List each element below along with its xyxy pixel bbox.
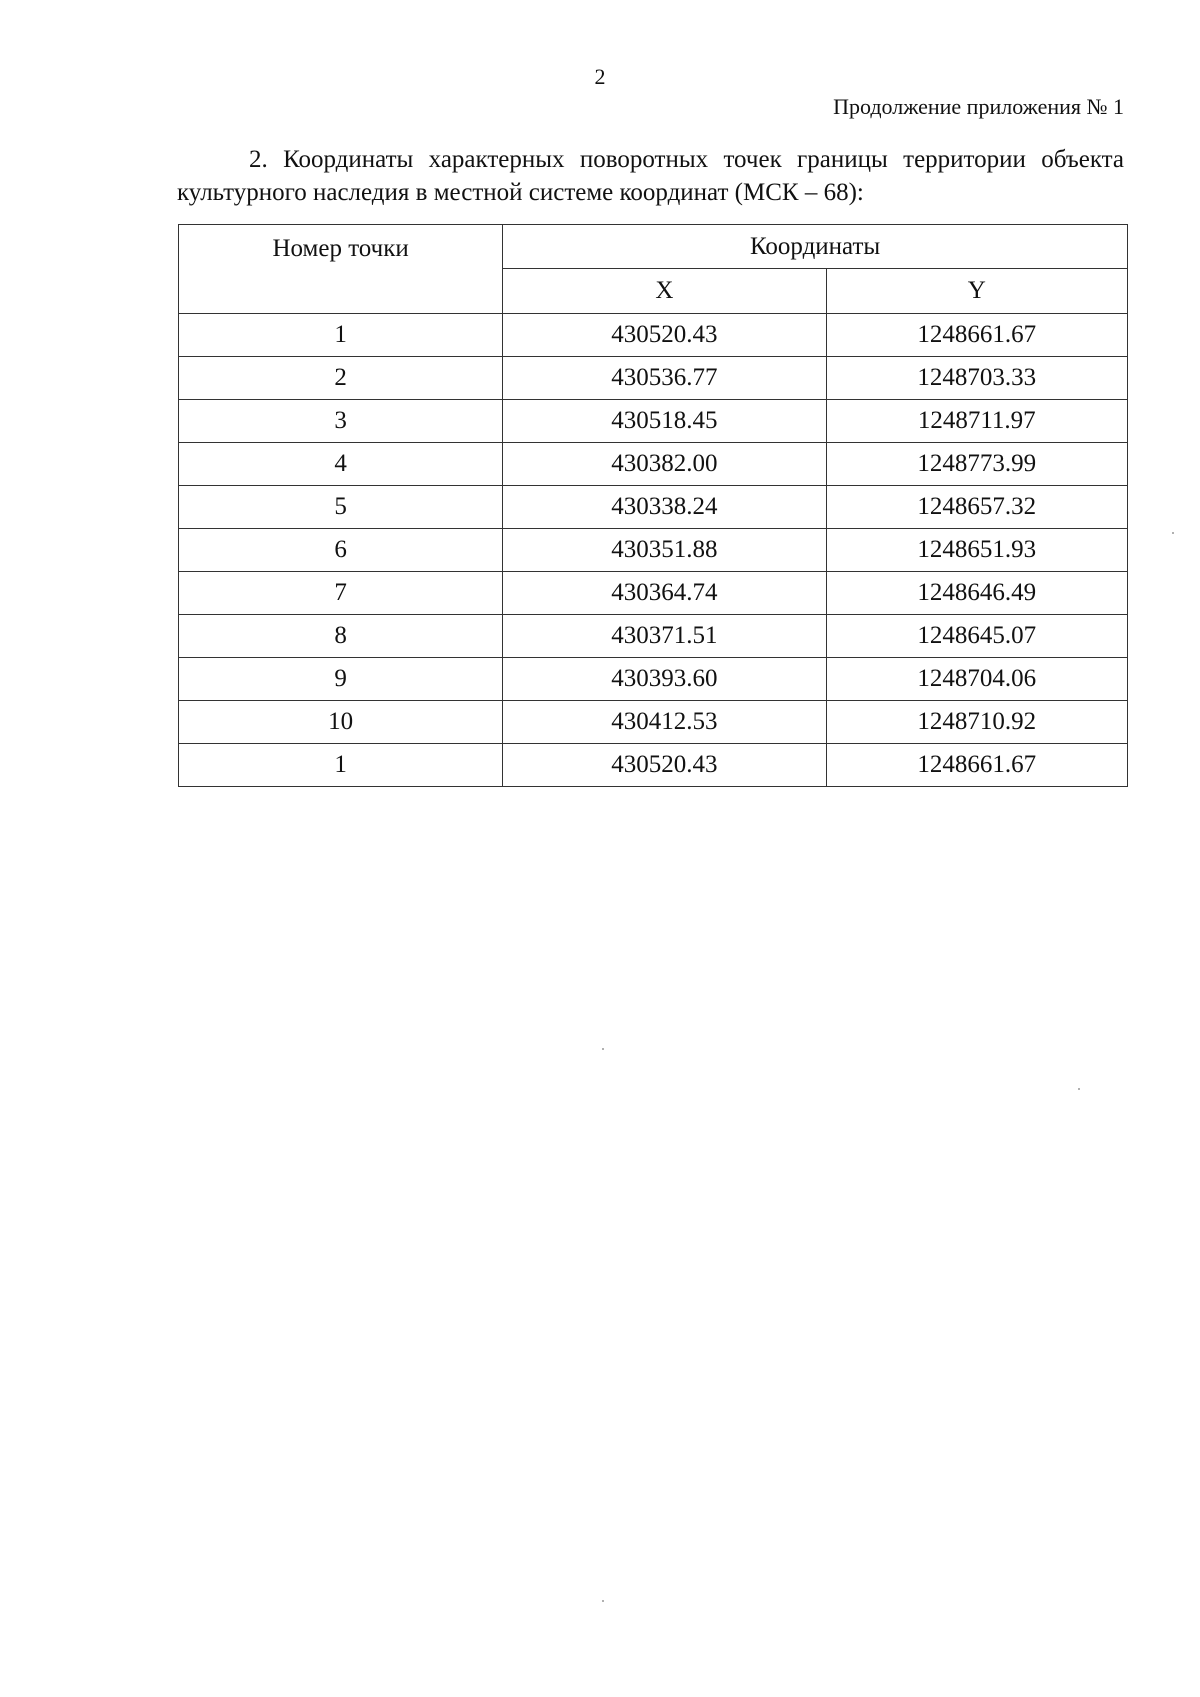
point-number-cell: 1 — [179, 744, 503, 787]
y-cell: 1248646.49 — [826, 572, 1127, 615]
table-row — [179, 658, 1128, 701]
x-cell: 430412.53 — [503, 701, 826, 744]
section-heading: 2. Координаты характерных поворотных точек границы территории объекта культурного наследия в местной системе координат (МСК – 68): — [177, 146, 1124, 206]
table-row — [179, 615, 1128, 658]
coordinates-table — [178, 224, 1128, 787]
table-row — [179, 314, 1128, 357]
header-x: X — [503, 269, 826, 314]
point-number-cell: 7 — [179, 572, 503, 615]
point-number-cell: 9 — [179, 658, 503, 701]
scan-speck — [1078, 1088, 1080, 1090]
y-cell: 1248703.33 — [826, 357, 1127, 400]
point-number-cell: 4 — [179, 443, 503, 486]
y-cell: 1248704.06 — [826, 658, 1127, 701]
point-number-cell: 6 — [179, 529, 503, 572]
x-cell: 430520.43 — [503, 744, 826, 787]
table-row — [179, 572, 1128, 615]
scan-speck — [1172, 532, 1174, 534]
scan-speck — [602, 1048, 604, 1050]
y-cell: 1248645.07 — [826, 615, 1127, 658]
scan-speck — [602, 1600, 604, 1602]
header-point-number: Номер точки — [179, 225, 503, 314]
table-row — [179, 744, 1128, 787]
y-cell: 1248661.67 — [826, 314, 1127, 357]
table-row — [179, 400, 1128, 443]
table-row — [179, 443, 1128, 486]
y-cell: 1248661.67 — [826, 744, 1127, 787]
point-number-cell: 1 — [179, 314, 503, 357]
y-cell: 1248773.99 — [826, 443, 1127, 486]
x-cell: 430520.43 — [503, 314, 826, 357]
point-number-cell: 8 — [179, 615, 503, 658]
x-cell: 430536.77 — [503, 357, 826, 400]
x-cell: 430393.60 — [503, 658, 826, 701]
appendix-continuation: Продолжение приложения № 1 — [833, 94, 1124, 119]
point-number-cell: 3 — [179, 400, 503, 443]
header-coordinates: Координаты — [503, 225, 1128, 269]
x-cell: 430338.24 — [503, 486, 826, 529]
point-number-cell: 2 — [179, 357, 503, 400]
y-cell: 1248710.92 — [826, 701, 1127, 744]
y-cell: 1248657.32 — [826, 486, 1127, 529]
table-row — [179, 357, 1128, 400]
x-cell: 430518.45 — [503, 400, 826, 443]
table-row — [179, 701, 1128, 744]
point-number-cell: 5 — [179, 486, 503, 529]
table-row — [179, 486, 1128, 529]
table-row — [179, 529, 1128, 572]
x-cell: 430382.00 — [503, 443, 826, 486]
y-cell: 1248651.93 — [826, 529, 1127, 572]
y-cell: 1248711.97 — [826, 400, 1127, 443]
point-number-cell: 10 — [179, 701, 503, 744]
x-cell: 430371.51 — [503, 615, 826, 658]
x-cell: 430351.88 — [503, 529, 826, 572]
x-cell: 430364.74 — [503, 572, 826, 615]
page-number: 2 — [594, 64, 606, 89]
header-y: Y — [826, 269, 1127, 314]
